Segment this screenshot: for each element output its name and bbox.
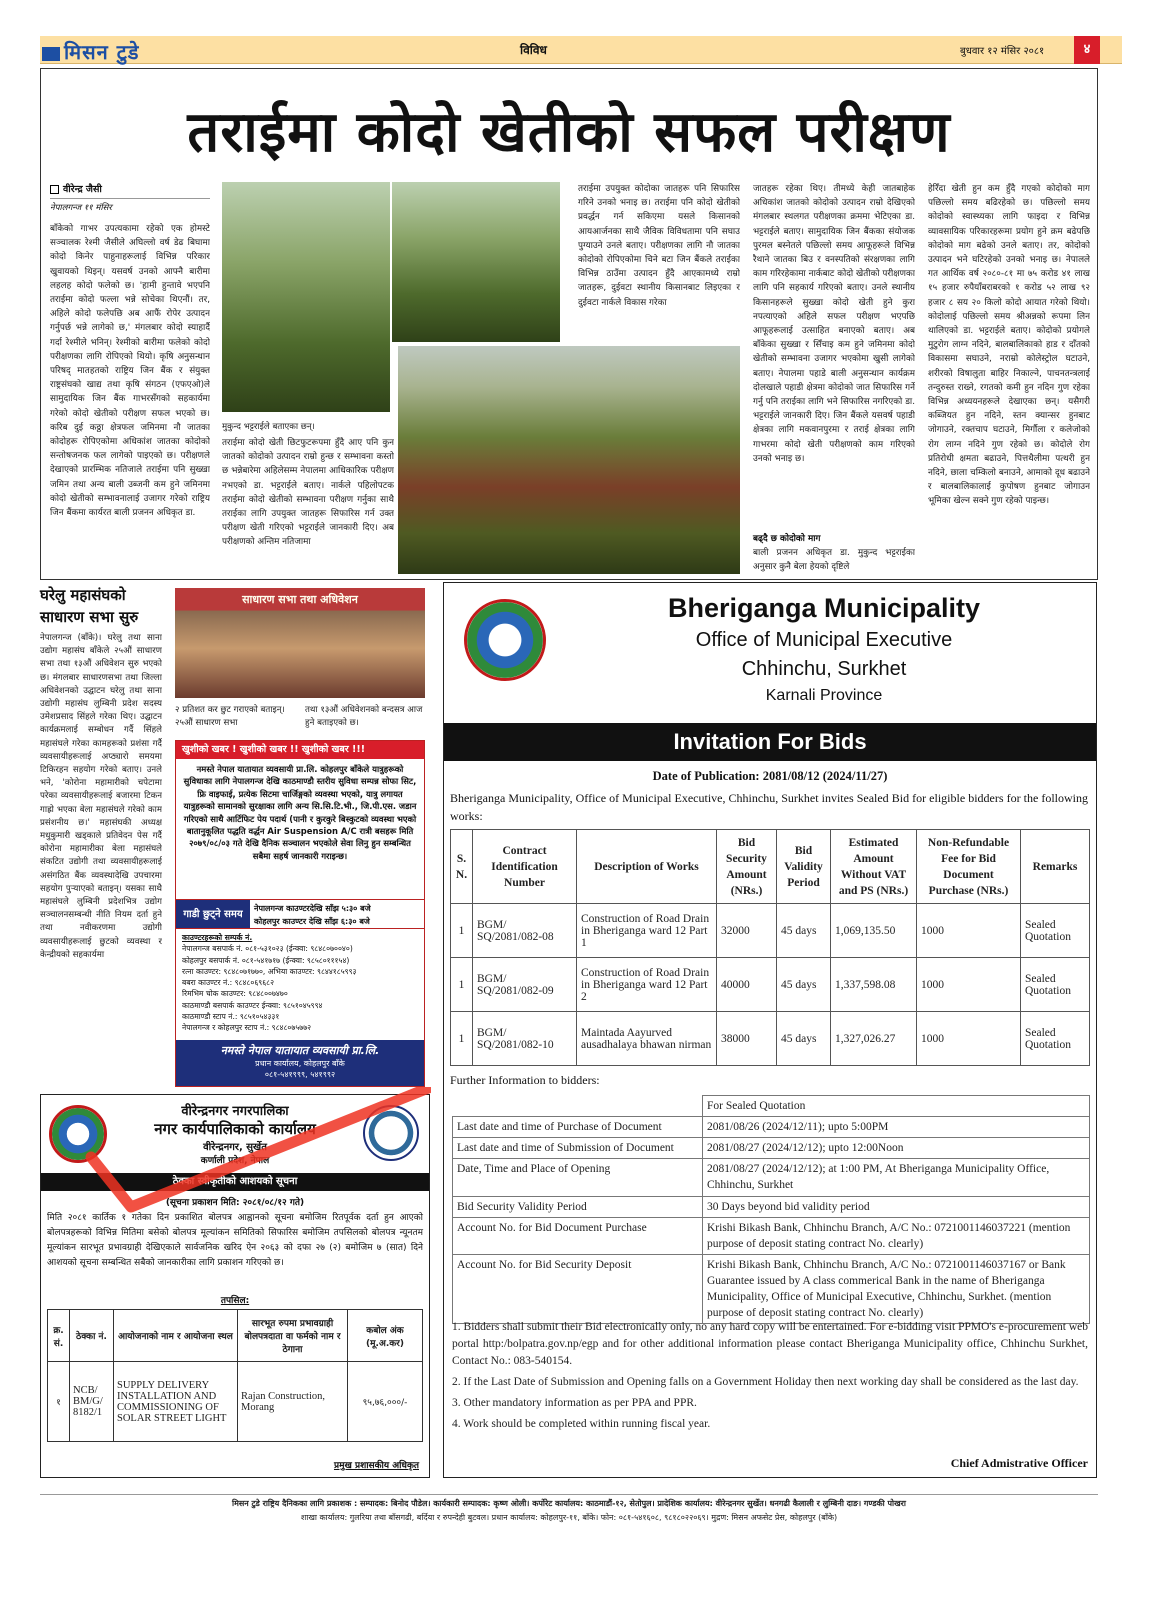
article-photo-people — [222, 182, 390, 412]
bid-note: 2. If the Last Date of Submission and Opening falls on a Government Holiday then next working day shall be considered as the last day. — [452, 1376, 1079, 1388]
bids-cell: 1 — [451, 958, 473, 1012]
ad-footer — [176, 1040, 424, 1086]
bids-cell: 1000 — [917, 904, 1021, 958]
notice-org-name: वीरेन्द्रनगर नगरपालिका — [181, 1104, 289, 1119]
ad-company-name: नमस्ते नेपाल यातायात व्यवसायी प्रा.लि. — [220, 1044, 380, 1057]
bids-cell: 45 days — [777, 904, 831, 958]
article-photo-officials — [392, 182, 560, 342]
article-photo-caption: मुकुन्द भट्टराईले बताएका छन्। — [222, 422, 315, 432]
info-value: 30 Days beyond bid validity period — [703, 1197, 1090, 1218]
bids-cell: Sealed Quotation — [1021, 904, 1090, 958]
mahasangh-photo — [175, 588, 425, 698]
bids-cell: BGM/ SQ/2081/082-10 — [473, 1012, 577, 1066]
ad-contact: नेपालगन्ज र कोहलपुर स्टाप नं.: ९८४८०७५७७२ — [182, 1023, 312, 1033]
info-value: 2081/08/27 (2024/12/12); upto 12:00Noon — [703, 1138, 1090, 1159]
info-value: 2081/08/27 (2024/12/12); at 1:00 PM, At Bheriganga Municipality Office, Chhinchu, Surkhet — [703, 1159, 1090, 1197]
notice-th-sn: क्र. सं. — [48, 1310, 70, 1362]
table-row — [451, 904, 1090, 958]
page-number: ४ — [1074, 36, 1100, 64]
info-label: Last date and time of Purchase of Document — [453, 1117, 703, 1138]
bids-cell: Sealed Quotation — [1021, 1012, 1090, 1066]
notice-table — [47, 1309, 423, 1442]
bids-th-contract-id: Contract Identification Number — [473, 830, 577, 904]
bids-cell: 45 days — [777, 958, 831, 1012]
imprint-footer — [40, 1494, 1098, 1525]
bids-cell: 38000 — [717, 1012, 777, 1066]
bids-th-validity: Bid Validity Period — [777, 830, 831, 904]
info-value: Krishi Bikash Bank, Chhinchu Branch, A/C No.: 0721001146037221 (mention purpose of deposit stating contract No. clearly) — [703, 1218, 1090, 1255]
bids-cell: 45 days — [777, 1012, 831, 1066]
article-headline: तराईमा कोदो खेतीको सफल परीक्षण — [187, 99, 951, 165]
ad-contact: नेपालगन्ज बसपार्क नं. ०८१-५३१०२३ (ईन्क्वा: ९८४८०७००४०) — [182, 944, 353, 954]
issue-date: बुधवार १२ मंसिर २०८१ — [960, 46, 1045, 57]
masthead — [42, 38, 140, 65]
notice-body: मिति २०८१ कार्तिक १ गतेका दिन प्रकाशित बोलपत्र आह्वानको सूचना बमोजिम रितपूर्वक दर्ता हुन आएको बोलपत्रहरूको विभिन्न मितिमा बसेको बोलपत्र मूल्यांकन समितिको सिफारिस बमोजिम तपसिलको बोलपत्र न्यूनतम मूल्यांकन सारभूत प्रभावग्राही देखिएकाले सार्वजनिक खरिद ऐन २०६३ को दफा २७ (२) बमोजिम ७ (सात) दिने आशयको सूचना सम्बन्धित सबैको जानकारीका लागि प्रकाशन गरिएको छ। — [47, 1213, 423, 1268]
mahasangh-title-2: साधारण सभा सुरु — [40, 608, 139, 626]
ad-contact: काठमाण्डौ स्टाप नं.: ९८५१०५४३३१ — [182, 1012, 280, 1022]
nepal-emblem-icon — [464, 599, 546, 681]
article-col-4: जातहरू रहेका थिए। तीमध्ये केही जातबाहेक अधिकांश जातको कोदोको उत्पादन राम्रो देखिएको मंगलबार स्थलगत परीक्षणका क्रममा भेटिएका डा. भट्टराईले बताए। सामुदायिक जिन बैंकका संयोजक पुरमल बस्नेतले पछिल्लो समय आफूहरूले विभिन्न रैथाने जातका बिउ र वनस्पतिको संरक्षणका लागि काम गरिरहेकामा नार्कबाट कोदो खेतीको परीक्षणका लागि पनि सहकार्य गरिएको बताए। उनले स्थानीय किसानहरूले सुख्खा कोदो खेती हुने कुरा नपत्याएको अहिले सफल परीक्षण भएपछि आफूहरूलाई उत्साहित बनाएको बताए। अब बाँकेका सुख्खा र सिँचाइ कम हुने जमिनमा कोदो खेतीको सम्भावना उजागर भएकोमा खुसी लागेको बताए। नेपालमा पहाडे बाली अनुसन्धान कार्यक्रम दोलखाले पहाडी क्षेत्रमा कोदोको जात सिफारिस गर्ने गर्नु पनि तराईका लागि भने सिफारिस नगरिएको डा. भट्टराईले जानकारी दिए। जिन बैंकले यसवर्ष पहाडी क्षेत्रका लागि मकवानपुरमा र तराई क्षेत्रका लागि गाभरमा कोदो खेती परीक्षणको काम गरिएको उनको भनाइ छ। — [753, 184, 915, 464]
table-row — [451, 958, 1090, 1012]
birendranagar-notice — [40, 1094, 430, 1478]
bids-th-description: Description of Works — [577, 830, 717, 904]
bids-cell: Construction of Road Drain in Bheriganga ward 12 Part 2 — [577, 958, 717, 1012]
mahasangh-photo-banner: साधारण सभा तथा अधिवेशन — [242, 593, 358, 606]
bheriganga-office: Office of Municipal Executive — [695, 629, 953, 651]
byline-place: नेपालगन्ज ११ मंसिर — [50, 203, 112, 213]
notice-cell: १ — [48, 1362, 70, 1442]
ad-company-address: प्रधान कार्यालय, कोहलपुर बाँके — [255, 1059, 345, 1068]
bids-cell: 1,069,135.50 — [831, 904, 917, 958]
info-label: Account No. for Bid Document Purchase — [453, 1218, 703, 1255]
bids-th-fee: Non-Refundable Fee for Bid Document Purchase (NRs.) — [917, 830, 1021, 904]
bids-cell: Maintada Aayurved ausadhalaya bhawan nirman — [577, 1012, 717, 1066]
ad-contacts — [176, 929, 424, 1037]
notice-address: वीरेन्द्रनगर, सुर्खेत — [203, 1142, 267, 1153]
publication-date: Date of Publication: 2081/08/12 (2024/11/27) — [652, 769, 888, 783]
bid-note: 1. Bidders shall submit their Bid electronically only, no any hard copy will be entertained. For e-bidding visit PPMO's e-procurement web portal http:/bolpatra.gov.np/egp and for other additional information please contact Bheriganga Municipality office, Chhinchu Surkhet, Contact No.: 083-540154. — [452, 1321, 1088, 1367]
byline-author: वीरेन्द्र जैसी — [63, 184, 102, 195]
table-row — [451, 1012, 1090, 1066]
bid-notes — [452, 1319, 1088, 1433]
bids-cell: 1 — [451, 1012, 473, 1066]
info-label: Date, Time and Place of Opening — [453, 1159, 703, 1197]
bids-cell: 1,327,026.27 — [831, 1012, 917, 1066]
mahasangh-title-1: घरेलु महासंघको — [40, 586, 126, 604]
ad-contact: काउण्टरहरूको सम्पर्क नं. — [182, 933, 253, 942]
bids-cell: 40000 — [717, 958, 777, 1012]
notice-schedule-label: तपसिल: — [220, 1296, 250, 1306]
article-col-5: हेरिँदा खेती हुन कम हुँदै गएको कोदोको माग पछिल्लो समय बढिरहेको छ। पछिल्लो समय कोदोको स्वास्थ्यका लागि फाइदा र विभिन्न व्यावसायिक परिकारहरूमा प्रयोग हुने क्रम बढेपछि कोदोको माग बढेको उनले बताए। तर, कोदोको उत्पादन भने घटिरहेको उनको भनाइ छ। नेपालले गत आर्थिक वर्ष २०८०-८१ मा ७५ करोड ४१ लाख १५ हजार रुपैयाँबराबरको १ करोड ५२ लाख ९२ हजार ८ सय २० किलो कोदो आयात गरेको थियो। कोदोलाई पछिल्लो समय श्रीअन्नको रूपमा लिन थालिएको डा. भट्टराईले बताए। कोदोको प्रयोगले मुटुरोग लाग्न नदिने, बालबालिकाको हाड र दाँतको विकासमा सघाउने, नराम्रो कोलेस्ट्रोल घटाउने, शरीरको विषालुता बाहिर निकाल्ने, पाचनतन्त्रलाई तन्दुरुस्त राख्ने, रगतको कमी हुन नदिन गुण रहेका विभिन्न अध्ययनहरूले देखाएका छन्। यसैगरी कब्जियत हुन नदिने, स्तन क्यान्सर हुनबाट जोगाउने, रक्तचाप घटाउने, मिर्गौला र कलेजोको रोग लाग्न नदिने गुण रहेको छ। कोदोले रोग प्रतिरोधी क्षमता बढाउने, पित्तथैलीमा पत्थरी हुन नदिने, छाला चम्किलो बनाउने, आमाको दूध बढाउने र बालबालिकालाई कुपोषण हुनबाट जोगाउन भूमिका खेल्न सक्ने गुण रहेको पाइन्छ। — [928, 184, 1090, 507]
masthead-logo-icon — [42, 47, 60, 61]
info-label: Bid Security Validity Period — [453, 1197, 703, 1218]
bids-cell: 1000 — [917, 958, 1021, 1012]
article-col-4b: बाली प्रजनन अधिकृत डा. मुकुन्द भट्टराईका अनुसार कुनै बेला हेयको दृष्टिले — [753, 548, 915, 573]
bheriganga-name: Bheriganga Municipality — [667, 593, 981, 623]
bids-th-bid-security: Bid Security Amount (NRs.) — [717, 830, 777, 904]
bids-cell: 1000 — [917, 1012, 1021, 1066]
bids-cell: Construction of Road Drain in Bheriganga ward 12 Part 1 — [577, 904, 717, 958]
info-label: Last date and time of Submission of Document — [453, 1138, 703, 1159]
imprint-line-2: शाखा कार्यालय: गुलरिया तथा बाँसगढी, बर्दिया र रुपन्देही बुटवल। प्रधान कार्यालय: कोहलपुर-११, बाँके। फोन: ०८१-५४१६०८, ९८१८०२२०६९। मुद्रण: मिसन अफसेट प्रेस, कोहलपुर (बाँके) — [300, 1513, 838, 1522]
notice-province: कर्णाली प्रदेश, नेपाल — [200, 1156, 270, 1166]
invitation-intro: Bheriganga Municipality, Office of Municipal Executive, Chhinchu, Surkhet invites Sealed Bid for eligible bidders for the following works: — [450, 791, 1088, 823]
notice-publish-date: (सूचना प्रकाशन मिति: २०८१/०८/१२ गते) — [165, 1198, 305, 1208]
table-row — [453, 1218, 1090, 1255]
bus-advertisement — [175, 740, 425, 1087]
ad-time-kohalpur: कोहलपुर काउण्टर देखि साँझ ६:३० बजे — [254, 917, 370, 926]
invitation-title: Invitation For Bids — [444, 723, 1096, 761]
bids-cell: BGM/ SQ/2081/082-08 — [473, 904, 577, 958]
mahasangh-caption-b: तथा १३औं अधिवेशनको बन्दसत्र आज हुने बताइएको छ। — [305, 705, 423, 728]
bids-cell: 1 — [451, 904, 473, 958]
notice-th-bidder: सारभूत रुपमा प्रभावग्राही बोलपत्रदाता वा फर्मको नाम र ठेगाना — [238, 1310, 348, 1362]
notice-cell: NCB/ BM/G/ 8182/1 — [70, 1362, 114, 1442]
bids-th-estimated: Estimated Amount Without VAT and PS (NRs.) — [831, 830, 917, 904]
bids-th-sn: S. N. — [451, 830, 473, 904]
info-table — [452, 1095, 1090, 1324]
notice-th-amount: कबोल अंक (मू.अ.कर) — [348, 1310, 423, 1362]
masthead-title: मिसन टुडे — [64, 40, 140, 64]
notice-th-project: आयोजनाको नाम र आयोजना स्थल — [114, 1310, 238, 1362]
notice-cell: ९५,७६,०००/- — [348, 1362, 423, 1442]
mahasangh-headline — [40, 584, 170, 628]
ad-contact: रिमभिम चोक काउण्टर: ९८४८००७४७० — [182, 989, 288, 999]
bheriganga-notice — [443, 582, 1097, 1478]
info-header: For Sealed Quotation — [703, 1096, 1090, 1117]
table-row — [453, 1197, 1090, 1218]
mahasangh-body: नेपालगन्ज (बाँके)। घरेलु तथा साना उद्योग महासंघ बाँकेले २५औं साधारण सभा तथा १३औं अधिवेशन सुरु भएको छ। मंगलबार साधारणसभा तथा जिल्ला अधिवेशनको उद्घाटन घरेलु तथा साना उद्योगी महासंघ लुम्बिनी प्रदेश सदस्य उमेशप्रसाद सिंहले गरेका थिए। उद्घाटन कार्यक्रमलाई सम्बोधन गर्दै सिंहले महासंघले गरेका कामहरूको प्रशंसा गर्दै व्यवसायीहरूलाई अप्ठ्यारो समयमा टिकिरहन सहयोग गरेको बताए। उनले भने, 'कोरोना महामारीको चपेटामा परेका व्यवसायीहरूलाई बजारमा टिकन गाह्रो भएका बेला महासंघले गरेको काम प्रसंशनीय छ।' महासंघकी अध्यक्ष मधुकुमारी खड्काले प्रतिवेदन पेस गर्दै कोरोना महामारीका बेला महासंघले संकटित उद्योगी तथा व्यवसायीहरूलाई असंगठित बैंक व्यवस्थादेखि उपचारमा सहयोग पुऱ्याएको बताइन्। यसका साथै महासंघले लुम्बिनी प्रदेशभित्र उद्योग सञ्चालनसम्बन्धी नीति नियम दर्ता हुने तथा नवीकरणमा उद्योगी व्यवसायीहरूलाई छुटको व्यवस्था र केन्द्रीयको सहकार्यमा — [40, 633, 162, 960]
info-label: Account No. for Bid Security Deposit — [453, 1255, 703, 1324]
article-col-1: बाँकेको गाभर उपत्यकामा रहेको एक होमस्टे सञ्चालक रेश्मी जैसीले अघिल्लो वर्ष डेढ बिघामा कोदो किनेर पाहुनाहरूलाई विभिन्न परिकार खुवायको थिइन्। यसवर्ष उनको आफ्नै बारीमा लहलह कोदो फलेको छ। 'हामी हुन्तावे भएपनि तराईमा कोदो फल्ला भन्ने सोचेका थिएनौं। तर, अहिले कोदो फलेपछि अब आफैं रोपेर उत्पादन गर्नुपर्छ भन्ने लागेको छ,' मंगलबार कोदो स्याहार्दै गर्दा रेश्मीले भनिन्। रेश्मीको बारीमा फलेको कोदो परीक्षणका लागि रोपिएको थियो। कृषि अनुसन्धान परिषद् मातहतको राष्ट्रिय जिन बैंक र संयुक्त राष्ट्रसंघको खाद्य तथा कृषि संगठन (एफएओ)ले सामुदायिक जिन बैंक गाभरसँगको सहकार्यमा गरेको कोदो खेतीको परीक्षण सफल भएको छ। करिब दुई कठ्ठा क्षेत्रफल जमिनमा नौ जातका कोदोहरू रोपिएकोमा अधिकांश जातका कोदोको सन्तोषजनक फल लागेको पाइएको छ। परीक्षणले देखाएको प्रारम्भिक नतिजाले तराईमा पनि सुख्खा जमिन तथा अन्य बाली उब्जनी कम हुने जमिनमा कोदो खेतीको सम्भावनालाई उजागर गरेको राष्ट्रिय जिन बैंकमा कार्यरत बाली प्रजनन अधिकृत डा. — [50, 224, 210, 519]
byline — [50, 182, 210, 213]
table-row — [453, 1255, 1090, 1324]
article-photo-millet-field — [398, 346, 740, 574]
notice-cell: Rajan Construction, Morang — [238, 1362, 348, 1442]
table-row — [453, 1138, 1090, 1159]
bids-cell: Sealed Quotation — [1021, 958, 1090, 1012]
bheriganga-province: Karnali Province — [765, 687, 883, 704]
bids-th-remarks: Remarks — [1021, 830, 1090, 904]
bid-note: 4. Work should be completed within running fiscal year. — [452, 1418, 711, 1430]
ad-company-phone: ०८१-५४१९९९, ५४१९९२ — [264, 1070, 336, 1079]
ad-contact: काठमाण्डौ बसपार्क काउण्टर ईन्क्वा: ९८५१०४५९९४ — [182, 1000, 323, 1010]
article-col-3: तराईमा उपयुक्त कोदोका जातहरू पनि सिफारिस गरिने उनको भनाइ छ। तराईमा पनि कोदो खेतीको प्रवर्द्धन गर्न सकिएमा यसले किसानको आयआर्जनका साथै जैविक विविधतामा पनि सघाउ पुग्याउने उनले बताए। परीक्षणका लागि नौ जातका कोदोको रोपिएकोमा चिने बटा जिन बैंकले तराईका विभिन्न ठाउँमा उत्पादन हुँदै आएकामध्ये राम्रो जातहरू, दुईवटा स्थानीय किसानबाट लिइएका र दुईवटा नार्कले विकास गरेका — [578, 184, 740, 308]
ad-contact: बबरा काउण्टर नं.: ९८४८०६९६८२ — [182, 978, 275, 988]
info-value: Krishi Bikash Bank, Chhinchu Branch, A/C No.: 0721001146037167 or Bank Guarantee issued by A class commerical Bank in the name of Bheriganga Municipality, Office of Municipal Executive, Chhinchu, Surkhet. (mention purpose of deposit stating contract No. clearly) — [703, 1255, 1090, 1324]
mahasangh-caption-a: २ प्रतिशत कर छुट गराएको बताइन्। २५औं साधारण सभा — [175, 705, 285, 728]
bids-cell: 32000 — [717, 904, 777, 958]
section-name: विविध — [520, 43, 547, 57]
ad-contact: रत्ना काउण्टर: ९८४८०७१७७०, अभिया काउण्टर: ९८४४१८५९९३ — [182, 966, 357, 976]
ad-time-nepalgunj: नेपालगन्ज काउण्टरदेखि साँझ ५:३० बजे — [254, 904, 371, 913]
table-row — [453, 1117, 1090, 1138]
notice-title: ठेक्का स्वीकृतीको आशयको सूचना — [41, 1173, 429, 1191]
info-value: 2081/08/26 (2024/12/11); upto 5:00PM — [703, 1117, 1090, 1138]
red-checkmark-icon — [71, 1087, 431, 1237]
bids-table — [450, 829, 1090, 1066]
notice-signoff: प्रमुख प्रशासकीय अधिकृत — [333, 1461, 419, 1471]
ad-body: नमस्ते नेपाल यातायात व्यवसायी प्रा.लि. कोहलपुर बाँकेले यात्रुहरूको सुविधाका लागि नेपालगन्ज देखि काठमाण्डौ स्तरीय सुविधा सम्पन्न सोफा सिट, फ्रि वाइफाई, प्रत्येक सिटमा चार्जिङ्गको व्यवस्था भएको, यात्रु लगायत यात्रुहरूको सामानको सुरक्षाका लागि अन्य सि.सि.टि.भी., जि.पी.एस. जडान गरिएको साथै आर्टिफिट पेय पदार्थ (पानी र कुरकुरे बिस्कुटको व्यवस्था भएको बातानुकूलित पद्धति वर्द्धन Air Suspension A/C रात्री बसहरू मिति २०७९/०८/०३ गते देखि दैनिक सञ्चालन भएकोले सेवा लिनु हुन सम्बन्धित सबैमा सहर्ष जानकारी गराइन्छ। — [183, 764, 417, 861]
notice-th-contract: ठेक्का नं. — [70, 1310, 114, 1362]
article-subhead: बढ्दै छ कोदोको माग — [753, 534, 821, 544]
bid-note: 3. Other mandatory information as per PPA and PPR. — [452, 1397, 697, 1409]
bheriganga-place: Chhinchu, Surkhet — [741, 658, 907, 680]
table-row — [48, 1362, 423, 1442]
bids-cell: 1,337,598.08 — [831, 958, 917, 1012]
notice-cell: SUPPLY DELIVERY INSTALLATION AND COMMISSIONING OF SOLAR STREET LIGHT — [114, 1362, 238, 1442]
article-col-2: तराईमा कोदो खेती छिटफुटरूपमा हुँदै आए पनि कुन जातको कोदोको उत्पादन राम्रो हुन्छ र सम्भावना कस्तो छ भन्नेबारेमा अहिलेसम्म नेपालमा आधिकारिक परीक्षण नभएको डा. भट्टराईले बताए। नार्कले पहिलोपटक तराईमा कोदो खेतीको सम्भावना परीक्षण गर्नुका साथै तराईका लागि उपयुक्त जातहरू सिफारिस गर्न उक्त परीक्षण खेती गरिएको भट्टराईले जानकारी दिए। अब परीक्षणको अन्तिम नतिजामा — [222, 438, 394, 548]
imprint-line-1: मिसन टुडे राष्ट्रिय दैनिकका लागि प्रकाशक : सम्पादक: बिनोद पौडेल। कार्यकारी सम्पादक: कृष्ण ओली। कर्पोरेट कार्यालय: काठमाडौं-१२, सेतोपुल। प्रादेशिक कार्यालय: वीरेन्द्रनगर सुर्खेत। धनगढी कैलाली र लुम्बिनी दाङ। गण्डकी पोखरा — [232, 1499, 906, 1508]
bheriganga-signoff: Chief Admistrative Officer — [950, 1456, 1088, 1470]
byline-box-icon — [50, 185, 59, 194]
ad-headline: खुशीको खबर ! खुशीको खबर !! खुशीको खबर !!! — [176, 741, 424, 759]
table-row — [453, 1159, 1090, 1197]
ad-contact: कोहलपुर बसपार्क नं. ०८१-५४१७१७ (ईन्क्वा: ९८५८०१११५४) — [182, 955, 350, 965]
bids-cell: BGM/ SQ/2081/082-09 — [473, 958, 577, 1012]
ad-departure-label: गाडी छुट्ने समय — [176, 900, 250, 928]
notice-office-name: नगर कार्यपालिकाको कार्यालय — [154, 1120, 316, 1138]
further-info-label: Further Information to bidders: — [450, 1073, 600, 1087]
